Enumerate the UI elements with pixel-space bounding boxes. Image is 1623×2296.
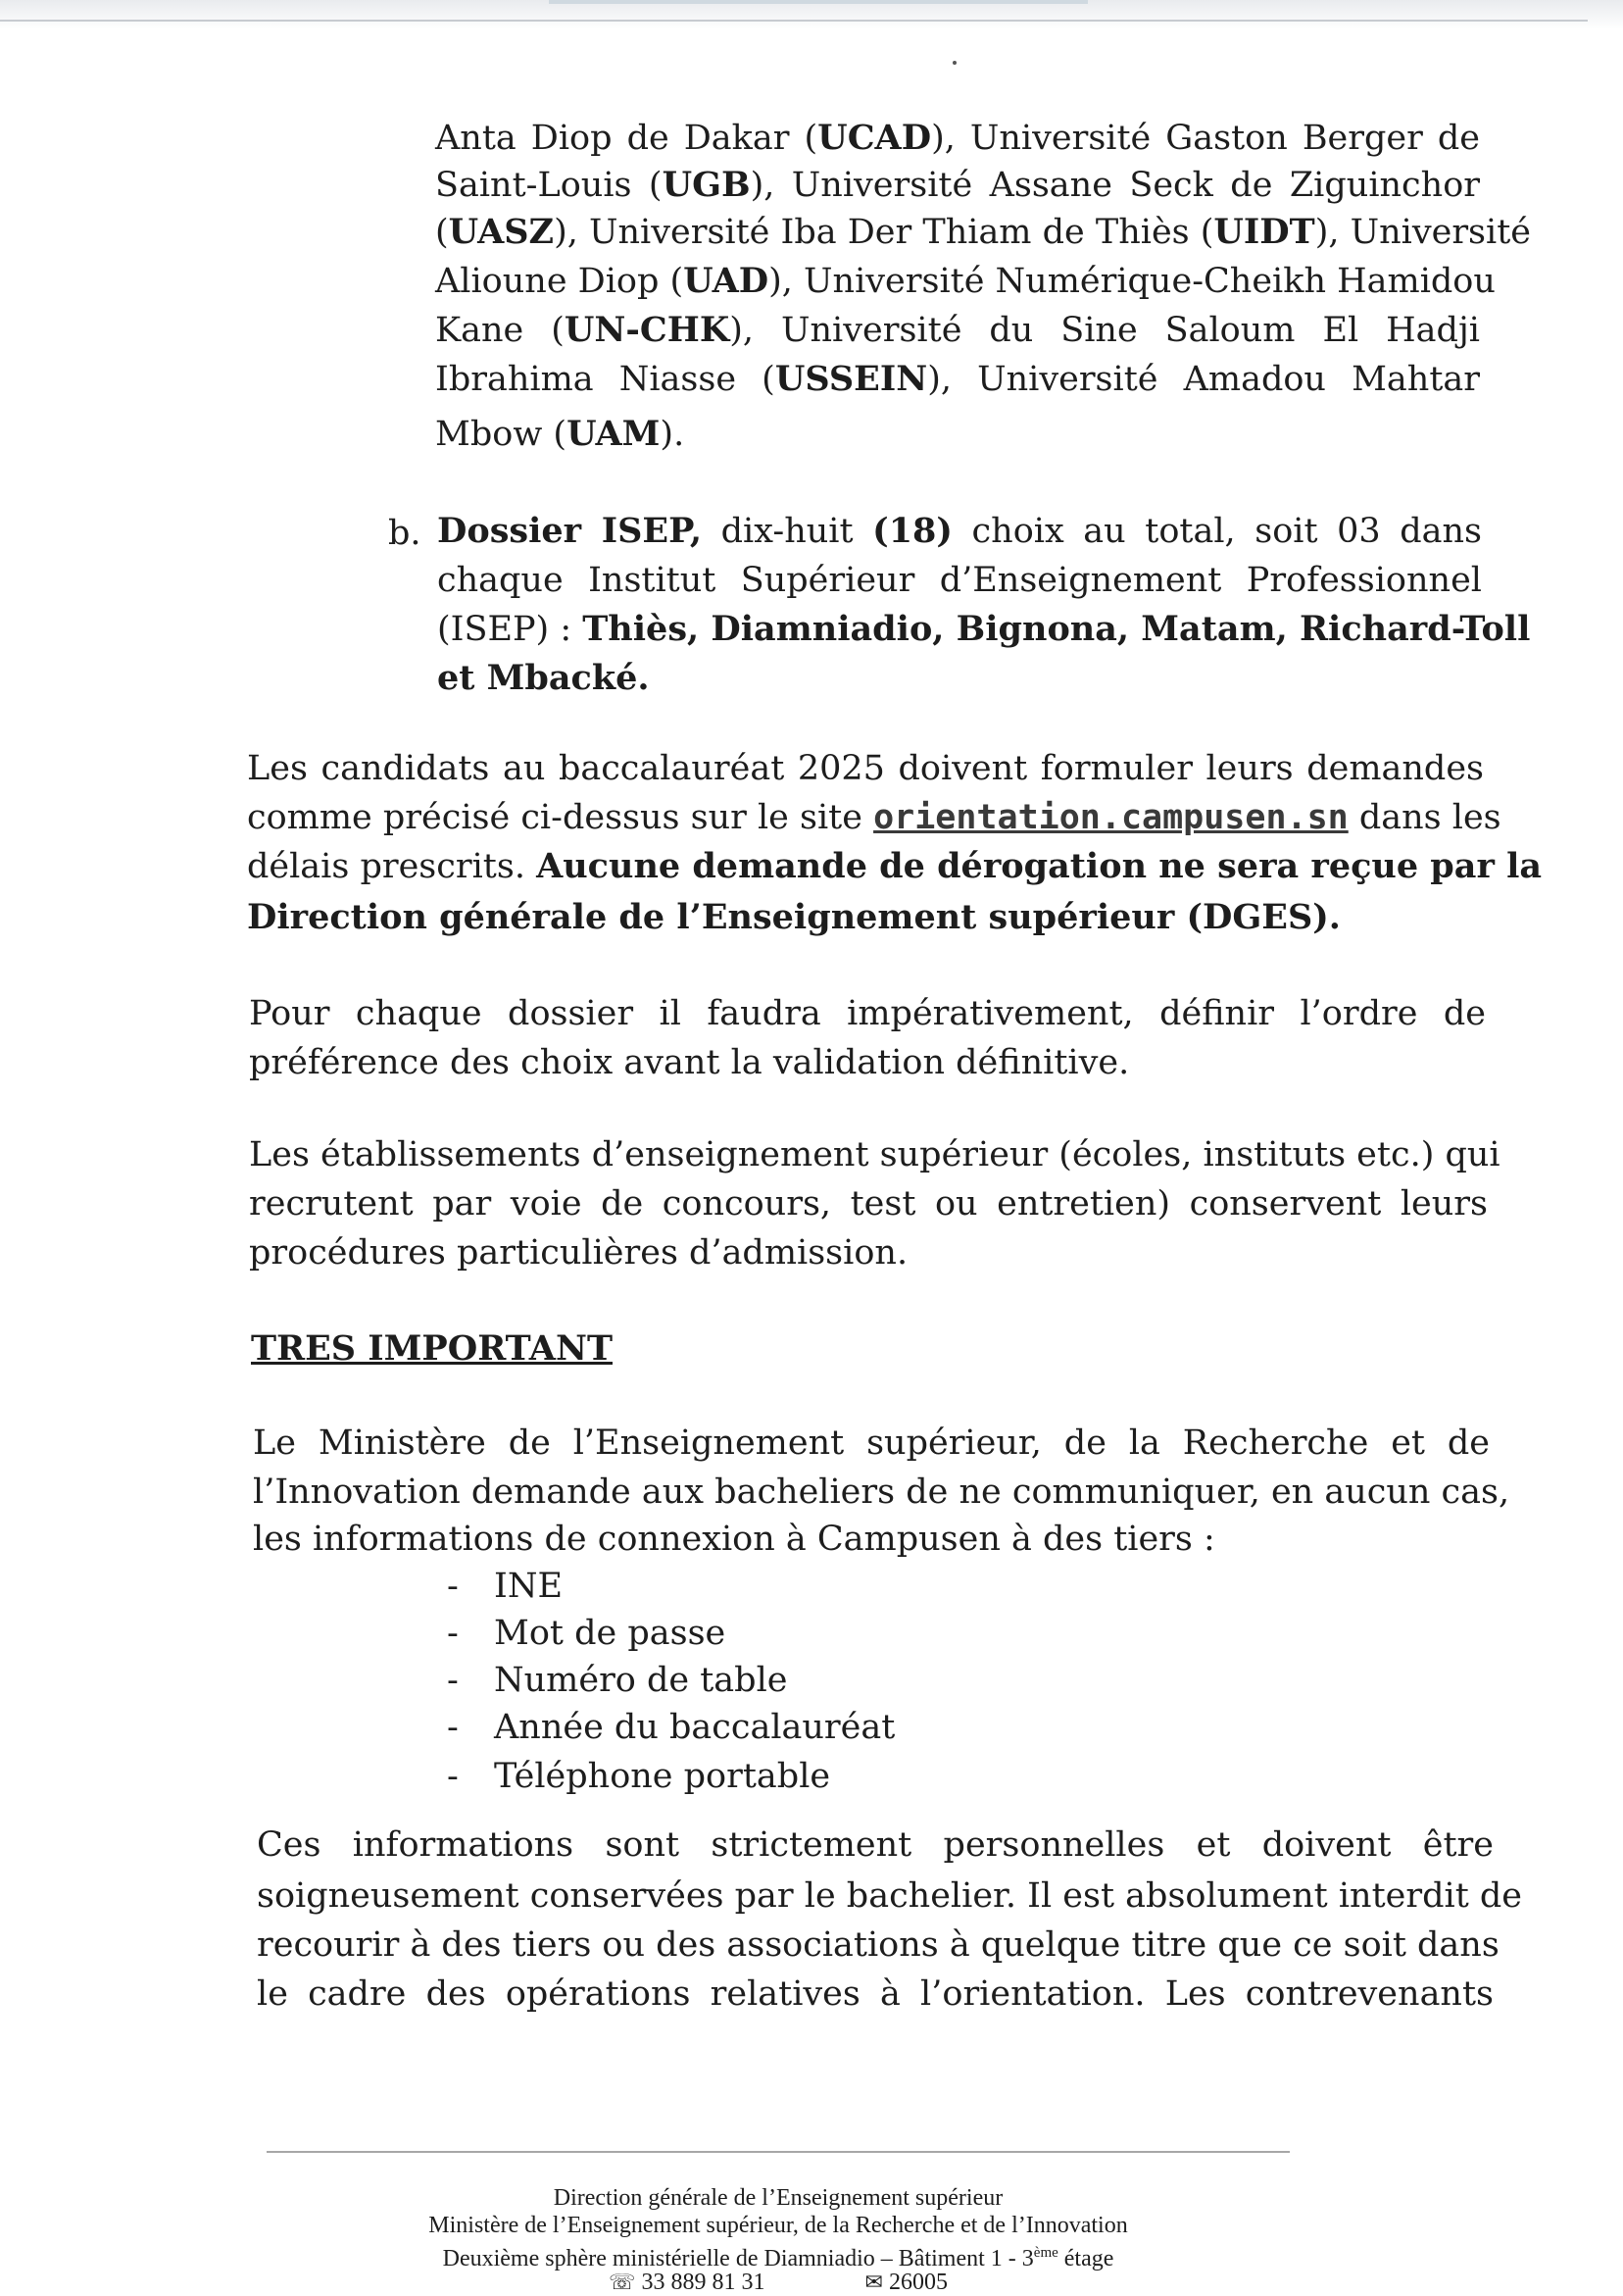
acronym: UCAD [817,118,932,158]
footer-bp: 26005 [888,2270,948,2295]
isep-locations: Thiès, Diamniadio, Bignona, Matam, Richard-Toll [582,609,1531,649]
text: ( [435,213,449,252]
list-item-text: Numéro de table [494,1661,788,1700]
text: Saint-Louis ( [435,166,663,205]
text: Anta Diop de Dakar ( [435,119,818,158]
text: ). [660,415,685,454]
dash-marker: - [447,1614,459,1653]
text-line [435,358,1480,401]
text: délais prescrits. [247,847,537,886]
warning-text: Direction générale de l’Enseignement supérieur (DGES). [247,897,1341,937]
scan-speck [953,61,957,65]
campusen-link[interactable]: orientation.campusen.sn [873,798,1349,837]
text-line: l’Innovation demande aux bacheliers de ne communiquer, en aucun cas, [253,1472,1510,1512]
text: Alioune Diop ( [435,262,684,301]
dash-marker: - [447,1567,459,1606]
acronym: UIDT [1213,212,1315,252]
dash-marker: - [447,1708,459,1747]
footer-phone: 33 889 81 31 [641,2270,765,2295]
list-item-text: INE [494,1567,563,1606]
acronym: UAD [683,261,769,301]
text-line [437,510,1482,553]
list-item-text: Mot de passe [494,1614,726,1653]
text-line: Le Ministère de l’Enseignement supérieur, de la Recherche et de [253,1423,1490,1463]
text-line: Les candidats au baccalauréat 2025 doivent formuler leurs demandes [247,749,1484,788]
list-item-text: Téléphone portable [494,1757,831,1796]
list-item-text: Année du baccalauréat [494,1708,896,1747]
count: (18) [872,511,953,551]
list-marker: b. [388,514,421,553]
text: ), Université [1314,213,1531,252]
acronym: UASZ [448,212,555,252]
footer-text: étage [1057,2246,1114,2271]
footer-text: Deuxième sphère ministérielle de Diamniadio – Bâtiment 1 - 3 [442,2246,1034,2271]
text-line [435,164,1480,207]
dossier-title: Dossier ISEP, [437,511,703,551]
text: comme précisé ci-dessus sur le site [247,798,874,837]
text-line [435,309,1480,352]
acronym: UAM [566,414,661,454]
text-line [437,657,650,700]
top-rule [0,20,1588,22]
text-line [247,796,1501,839]
text: ), Université Numérique-Cheikh Hamidou [768,262,1496,301]
acronym: UN-CHK [564,310,730,350]
dash-marker: - [447,1757,459,1796]
footer-superscript: ème [1033,2245,1058,2261]
text-line: recrutent par voie de concours, test ou entretien) conservent leurs [249,1184,1488,1223]
text-line: recourir à des tiers ou des associations à quelque titre que ce soit dans [257,1925,1500,1965]
text-line: soigneusement conservées par le bachelier. Il est absolument interdit de [257,1876,1523,1916]
section-heading: TRES IMPORTANT [251,1328,613,1369]
envelope-icon: ✉ [864,2270,883,2294]
text-line [435,117,1480,160]
text-line [437,608,1531,651]
text: ), Université Iba Der Thiam de Thiès ( [554,213,1214,252]
footer-line: Ministère de l’Enseignement supérieur, de la Recherche et de l’Innovation [428,2213,1128,2238]
text-line [247,845,1543,888]
text-line: chaque Institut Supérieur d’Enseignement Professionnel [437,561,1482,600]
text: dans les [1348,798,1501,837]
text: ), Université du Sine Saloum El Hadji [729,311,1480,350]
text: Kane ( [435,311,565,350]
text-line: Ces informations sont strictement personnelles et doivent être [257,1825,1494,1865]
warning-text: Aucune demande de dérogation ne sera reçue par la [536,846,1543,886]
text-line: les informations de connexion à Campusen à des tiers : [253,1520,1215,1559]
text: ), Université Amadou Mahtar [927,360,1480,399]
text-line: procédures particulières d’admission. [249,1233,909,1273]
scan-edge [0,0,1623,29]
text: dix-huit [702,512,873,551]
acronym: USSEIN [774,359,928,399]
text-line: préférence des choix avant la validation définitive. [249,1043,1130,1082]
text: Mbow ( [435,415,567,454]
text: choix au total, soit 03 dans [952,512,1482,551]
text-line [435,413,684,456]
text-line: le cadre des opérations relatives à l’orientation. Les contrevenants [257,1974,1494,2014]
acronym: UGB [662,165,751,205]
text: ), Université Assane Seck de Ziguinchor [750,166,1480,205]
text: (ISEP) : [437,610,583,649]
text-line [247,896,1341,939]
text-line: Les établissements d’enseignement supérieur (écoles, instituts etc.) qui [249,1135,1500,1174]
text-line [435,211,1531,254]
text-line [435,260,1496,303]
footer-rule [267,2151,1290,2153]
text-line: Pour chaque dossier il faudra impérativement, définir l’ordre de [249,994,1486,1033]
top-accent [549,0,1088,4]
footer-contact-line [267,2269,1290,2296]
text: Ibrahima Niasse ( [435,360,775,399]
footer-line: Direction générale de l’Enseignement supérieur [553,2185,1004,2211]
footer-line [267,2239,1290,2272]
telephone-icon: ☏ [609,2270,636,2294]
text: ), Université Gaston Berger de [931,119,1480,158]
dash-marker: - [447,1661,459,1700]
isep-locations: et Mbacké. [437,658,650,698]
